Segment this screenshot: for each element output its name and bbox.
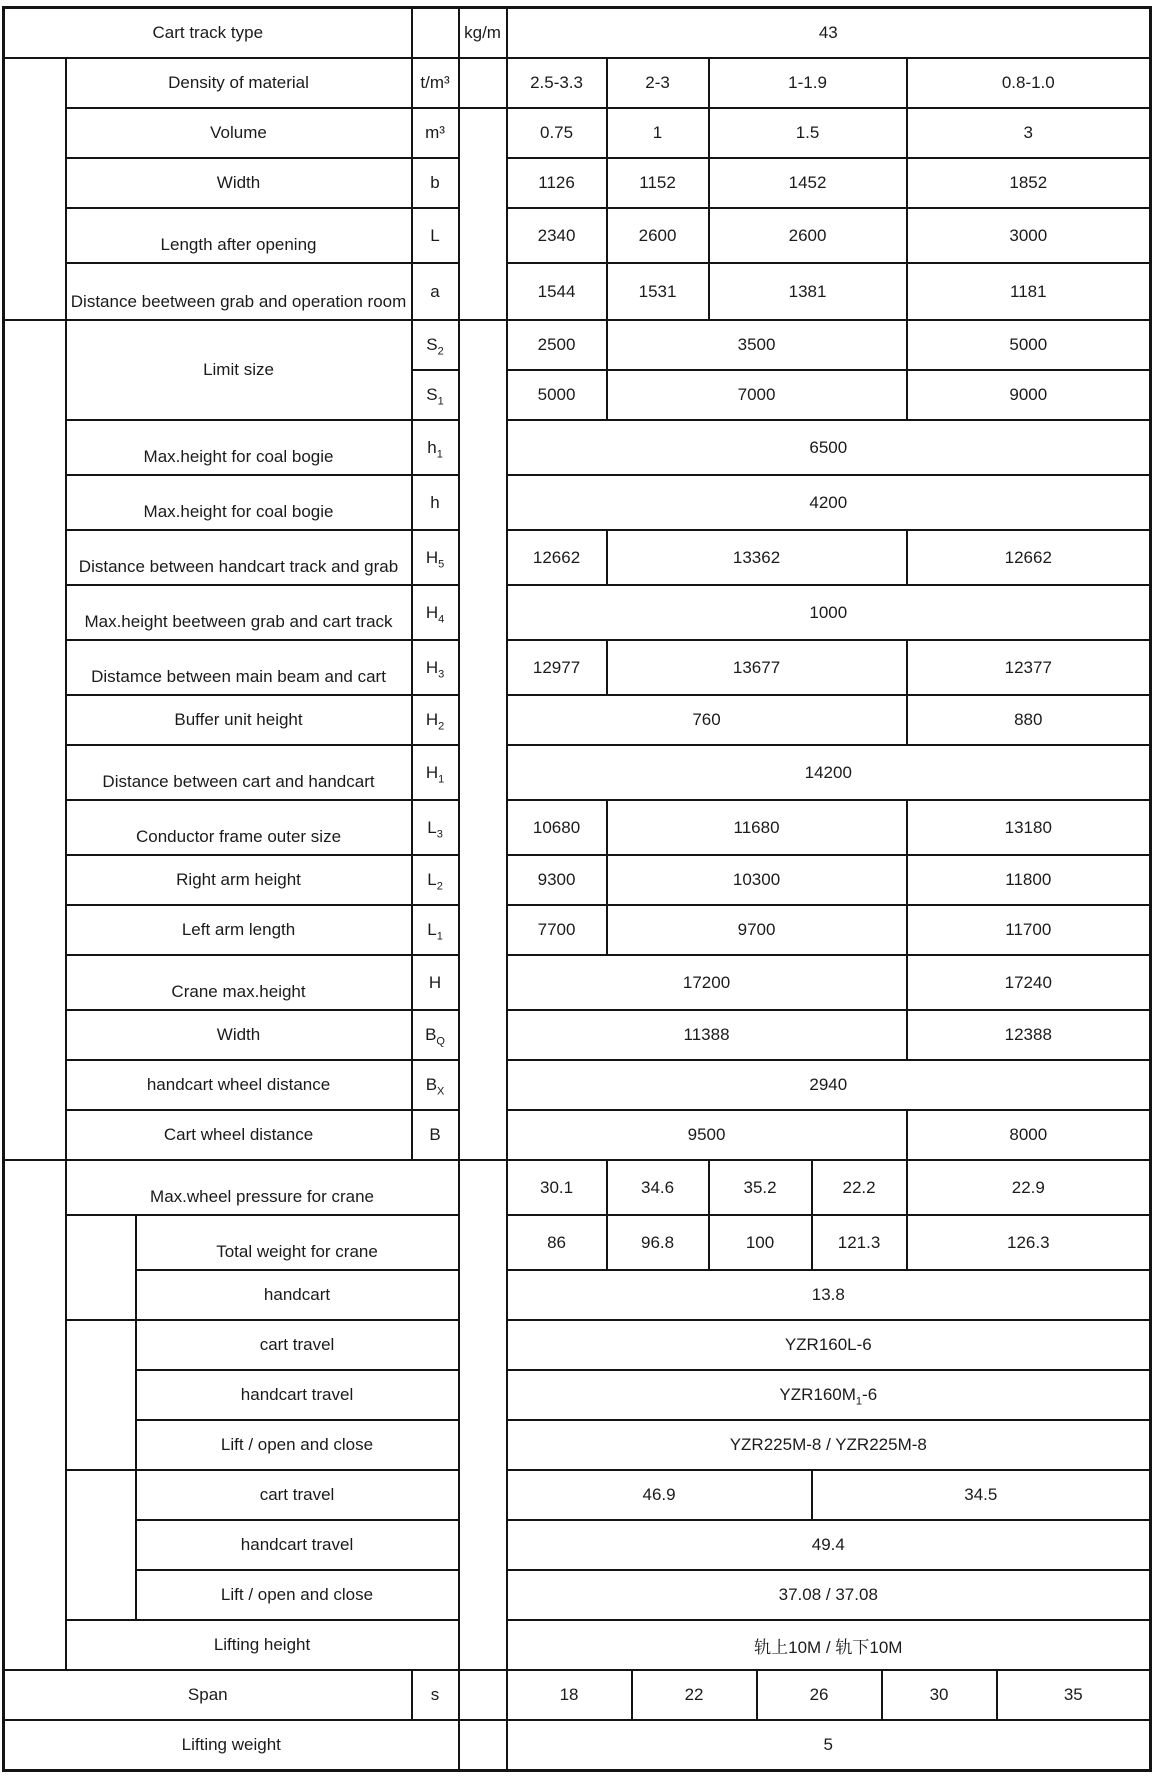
symbol-cell: $H_2$ xyxy=(412,695,459,745)
symbol-cell: $L_2$ xyxy=(412,855,459,905)
value-cell: 11700 xyxy=(907,905,1151,955)
value-cell: 12662 xyxy=(907,530,1151,585)
value-cell: 1000 xyxy=(507,585,1151,640)
value-cell: 6500 xyxy=(507,420,1151,475)
row-label: Lift / open and close xyxy=(136,1570,459,1620)
value-cell: 12388 xyxy=(907,1010,1151,1060)
value-cell: 3500 xyxy=(607,320,907,370)
row-label: Buffer unit height xyxy=(66,695,412,745)
table-row xyxy=(4,1720,1151,1771)
value-cell: 0.75 xyxy=(507,108,607,158)
table-row xyxy=(4,158,1151,208)
table-row xyxy=(4,1670,1151,1720)
symbol-cell: $L_1$ xyxy=(412,905,459,955)
table-row xyxy=(4,1215,1151,1270)
table-row xyxy=(4,1270,1151,1320)
row-label: Cart wheel distance xyxy=(66,1110,412,1160)
row-label: Distance between cart and handcart xyxy=(66,745,412,800)
value-cell: 37.08 / 37.08 xyxy=(507,1570,1151,1620)
row-label: cart travel xyxy=(136,1320,459,1370)
spacer-cell xyxy=(4,58,66,320)
symbol-cell: $S_2$ xyxy=(412,320,459,370)
value-cell: 0.8-1.0 xyxy=(907,58,1151,108)
value-cell: 1-1.9 xyxy=(709,58,907,108)
value-cell: 43 xyxy=(507,8,1151,59)
value-cell: 11680 xyxy=(607,800,907,855)
spacer-cell xyxy=(459,58,507,108)
table-row xyxy=(4,695,1151,745)
value-cell: 86 xyxy=(507,1215,607,1270)
value-cell: 轨上10M / 轨下10M xyxy=(507,1620,1151,1670)
symbol-cell: h xyxy=(412,475,459,530)
table-row xyxy=(4,320,1151,370)
value-cell: 1452 xyxy=(709,158,907,208)
spacer-cell xyxy=(66,1320,136,1470)
symbol-cell: $H_5$ xyxy=(412,530,459,585)
value-cell: 18 xyxy=(507,1670,632,1720)
value-cell: 1 xyxy=(607,108,709,158)
table-row xyxy=(4,1570,1151,1620)
table-row xyxy=(4,905,1151,955)
table-row xyxy=(4,955,1151,1010)
row-label: Max.wheel pressure for crane xyxy=(66,1160,459,1215)
value-cell: 13362 xyxy=(607,530,907,585)
value-cell: 11800 xyxy=(907,855,1151,905)
table-row xyxy=(4,640,1151,695)
value-cell: 2600 xyxy=(709,208,907,263)
value-cell: 46.9 xyxy=(507,1470,812,1520)
row-label: Max.height for coal bogie xyxy=(66,420,412,475)
table-row xyxy=(4,530,1151,585)
value-cell: 100 xyxy=(709,1215,812,1270)
spec-table xyxy=(2,6,1152,1772)
symbol-cell: t/m³ xyxy=(412,58,459,108)
spacer-cell xyxy=(459,108,507,320)
value-cell: YZR225M-8 / YZR225M-8 xyxy=(507,1420,1151,1470)
spacer-cell xyxy=(4,320,66,1160)
value-cell: 2500 xyxy=(507,320,607,370)
symbol-cell: H xyxy=(412,955,459,1010)
value-cell: 7000 xyxy=(607,370,907,420)
table-row xyxy=(4,108,1151,158)
row-label: Distamce between main beam and cart xyxy=(66,640,412,695)
value-cell: 3 xyxy=(907,108,1151,158)
symbol-cell: B xyxy=(412,1110,459,1160)
value-cell: 13180 xyxy=(907,800,1151,855)
table-row xyxy=(4,8,1151,59)
row-label: Density of material xyxy=(66,58,412,108)
symbol-cell: $L_3$ xyxy=(412,800,459,855)
value-cell: 1544 xyxy=(507,263,607,320)
value-cell: 26 xyxy=(757,1670,882,1720)
table-row xyxy=(4,1010,1151,1060)
value-cell: 22.9 xyxy=(907,1160,1151,1215)
value-cell: 9500 xyxy=(507,1110,907,1160)
value-cell: 10680 xyxy=(507,800,607,855)
spacer-cell xyxy=(459,1160,507,1670)
value-cell: 2940 xyxy=(507,1060,1151,1110)
row-label: Volume xyxy=(66,108,412,158)
value-cell: 1531 xyxy=(607,263,709,320)
table-row xyxy=(4,475,1151,530)
value-cell: 1126 xyxy=(507,158,607,208)
value-cell: $YZR160M_1-6$ xyxy=(507,1370,1151,1420)
table-row xyxy=(4,1370,1151,1420)
value-cell: 2600 xyxy=(607,208,709,263)
value-cell: 13.8 xyxy=(507,1270,1151,1320)
value-cell: 35 xyxy=(997,1670,1151,1720)
value-cell: 14200 xyxy=(507,745,1151,800)
row-label: Width xyxy=(66,1010,412,1060)
spacer-cell xyxy=(459,320,507,1160)
value-cell: 17240 xyxy=(907,955,1151,1010)
symbol-cell: s xyxy=(412,1670,459,1720)
table-row xyxy=(4,420,1151,475)
table-row xyxy=(4,1470,1151,1520)
value-cell: 880 xyxy=(907,695,1151,745)
symbol-cell: a xyxy=(412,263,459,320)
symbol-cell: b xyxy=(412,158,459,208)
value-cell: 2.5-3.3 xyxy=(507,58,607,108)
row-label: Max.height beetween grab and cart track xyxy=(66,585,412,640)
value-cell: 760 xyxy=(507,695,907,745)
row-label: Max.height for coal bogie xyxy=(66,475,412,530)
row-label: Crane max.height xyxy=(66,955,412,1010)
row-label: Lifting weight xyxy=(4,1720,459,1771)
value-cell: 9300 xyxy=(507,855,607,905)
value-cell: 9700 xyxy=(607,905,907,955)
value-cell: 121.3 xyxy=(812,1215,907,1270)
value-cell: 34.6 xyxy=(607,1160,709,1215)
unit-cell: kg/m xyxy=(459,8,507,59)
table-row xyxy=(4,855,1151,905)
symbol-cell: $B_Q$ xyxy=(412,1010,459,1060)
value-cell: 126.3 xyxy=(907,1215,1151,1270)
symbol-cell: L xyxy=(412,208,459,263)
row-label: handcart travel xyxy=(136,1370,459,1420)
value-cell: 5000 xyxy=(507,370,607,420)
symbol-cell: $H_4$ xyxy=(412,585,459,640)
row-label: Lift / open and close xyxy=(136,1420,459,1470)
row-label: handcart xyxy=(136,1270,459,1320)
spacer-cell xyxy=(66,1470,136,1620)
table-row xyxy=(4,1160,1151,1215)
row-label: Conductor frame outer size xyxy=(66,800,412,855)
row-label: Length after opening xyxy=(66,208,412,263)
row-label: Left arm length xyxy=(66,905,412,955)
value-cell: 9000 xyxy=(907,370,1151,420)
spacer-cell xyxy=(66,1215,136,1320)
spacer-cell xyxy=(4,1160,66,1670)
value-cell: 5 xyxy=(507,1720,1151,1771)
row-label: cart travel xyxy=(136,1470,459,1520)
value-cell: 96.8 xyxy=(607,1215,709,1270)
row-label: handcart wheel distance xyxy=(66,1060,412,1110)
symbol-cell: $H_3$ xyxy=(412,640,459,695)
table-row xyxy=(4,208,1151,263)
table-row xyxy=(4,1110,1151,1160)
value-cell: 1381 xyxy=(709,263,907,320)
value-cell: 7700 xyxy=(507,905,607,955)
value-cell: 8000 xyxy=(907,1110,1151,1160)
spacer-cell xyxy=(459,1670,507,1720)
value-cell: 12662 xyxy=(507,530,607,585)
table-body xyxy=(4,8,1151,1771)
symbol-cell xyxy=(412,8,459,59)
value-cell: YZR160L-6 xyxy=(507,1320,1151,1370)
value-cell: 10300 xyxy=(607,855,907,905)
value-cell: 12377 xyxy=(907,640,1151,695)
table-row xyxy=(4,1520,1151,1570)
row-label: Cart track type xyxy=(4,8,412,59)
row-label: Distance between handcart track and grab xyxy=(66,530,412,585)
value-cell: 2-3 xyxy=(607,58,709,108)
table-row xyxy=(4,1620,1151,1670)
value-cell: 30.1 xyxy=(507,1160,607,1215)
row-label: handcart travel xyxy=(136,1520,459,1570)
value-cell: 2340 xyxy=(507,208,607,263)
value-cell: 4200 xyxy=(507,475,1151,530)
value-cell: 30 xyxy=(882,1670,997,1720)
symbol-cell: $S_1$ xyxy=(412,370,459,420)
table-row xyxy=(4,1060,1151,1110)
table-row xyxy=(4,58,1151,108)
value-cell: 11388 xyxy=(507,1010,907,1060)
symbol-cell: m³ xyxy=(412,108,459,158)
value-cell: 12977 xyxy=(507,640,607,695)
row-label: Width xyxy=(66,158,412,208)
row-label: Lifting height xyxy=(66,1620,459,1670)
table-row xyxy=(4,263,1151,320)
value-cell: 1152 xyxy=(607,158,709,208)
value-cell: 5000 xyxy=(907,320,1151,370)
table-row xyxy=(4,1420,1151,1470)
row-label: Span xyxy=(4,1670,412,1720)
value-cell: 49.4 xyxy=(507,1520,1151,1570)
row-label: Distance beetween grab and operation room xyxy=(66,263,412,320)
value-cell: 1.5 xyxy=(709,108,907,158)
table-row xyxy=(4,1320,1151,1370)
value-cell: 22.2 xyxy=(812,1160,907,1215)
value-cell: 1181 xyxy=(907,263,1151,320)
symbol-cell: $B_X$ xyxy=(412,1060,459,1110)
table-row xyxy=(4,585,1151,640)
symbol-cell: $h_1$ xyxy=(412,420,459,475)
value-cell: 1852 xyxy=(907,158,1151,208)
value-cell: 17200 xyxy=(507,955,907,1010)
value-cell: 22 xyxy=(632,1670,757,1720)
value-cell: 35.2 xyxy=(709,1160,812,1215)
value-cell: 34.5 xyxy=(812,1470,1151,1520)
table-row xyxy=(4,745,1151,800)
row-label: Right arm height xyxy=(66,855,412,905)
row-label: Limit size xyxy=(66,320,412,420)
spacer-cell xyxy=(459,1720,507,1771)
value-cell: 13677 xyxy=(607,640,907,695)
symbol-cell: $H_1$ xyxy=(412,745,459,800)
row-label: Total weight for crane xyxy=(136,1215,459,1270)
value-cell: 3000 xyxy=(907,208,1151,263)
table-row xyxy=(4,800,1151,855)
